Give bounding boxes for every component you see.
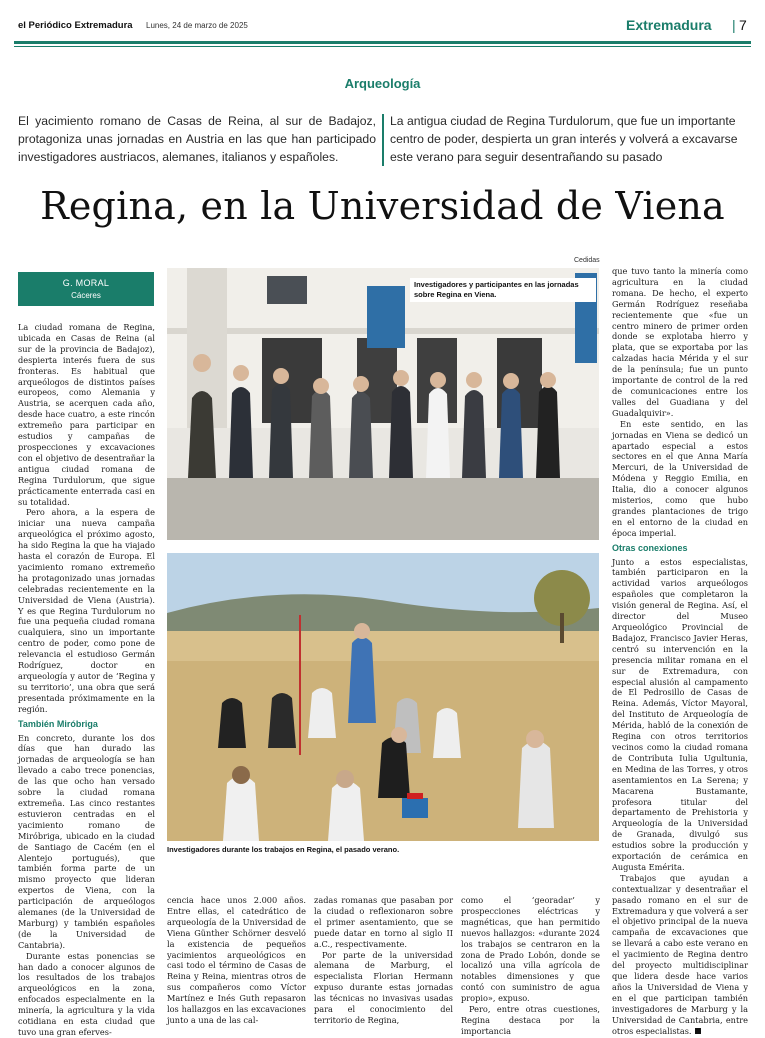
author-name: G. MORAL [62, 278, 110, 288]
paragraph: Pero, entre otras cuestiones, Regina destaca por la importancia [461, 1004, 600, 1036]
issue-date: Lunes, 24 de marzo de 2025 [146, 21, 248, 30]
photo-caption-2: Investigadores durante los trabajos en Regina, el pasado verano. [167, 845, 400, 854]
lead-left: El yacimiento romano de Casas de Reina, al sur de Badajoz, protagoniza unas jornadas en Austria en las que han participado investigadores austriacos, alemanes, italianos y españoles. [18, 114, 376, 164]
photo-caption-1: Investigadores y participantes en las jornadas sobre Regina en Viena. [410, 278, 596, 302]
article-column-2 [167, 895, 306, 1026]
page-number: 7 [739, 17, 747, 33]
section-tag: Arqueología [344, 76, 421, 91]
newspaper-name: el Periódico Extremadura [18, 20, 133, 31]
article-column-1 [18, 322, 155, 1038]
byline-box [18, 272, 154, 306]
paragraph: Por parte de la universidad alemana de Marburg, el especialista Florian Hermann expuso durante estas jornadas las técnicas no invasivas usadas para el conocimiento del territorio de Regina, [314, 949, 453, 1025]
article-column-5 [612, 266, 748, 1036]
section-name: Extremadura [626, 17, 712, 33]
lead-right: La antigua ciudad de Regina Turdulorum, que fue un importante centro de poder, despierta un gran interés y volverá a excavarse este verano para seguir desentrañando su pasado [390, 114, 738, 164]
paragraph: Pero ahora, a la espera de iniciar una nueva campaña arqueológica el próximo agosto, ha sido Regina la que ha viajado hasta el corazón de Europa. El yacimiento romano extremeño ha protagonizado unas jornadas celebradas recientemente en la Universidad de Viena (Austria). Y es que Regina Turdulorum no fue una pequeña ciudad romana cualquiera, sino un importante centro de poder, como pone de relevancia el estudioso Germán Rodríguez, doctor en arqueología y autor de ‘Regina y su territorio’, una obra que será presentada próximamente en la región. [18, 507, 155, 714]
paragraph: Durante estas ponencias se han dado a conocer algunos de los resultados de los trabajos arqueológicos en la zona, enfocados especialmente en la minería, la agricultura y la vida cotidiana en esta ciudad que tuvo una gran eferves- [18, 950, 155, 1037]
header-separator: | [732, 17, 736, 33]
author-city: Cáceres [71, 291, 101, 300]
paragraph: cencia hace unos 2.000 años. Entre ellas, el catedrático de arqueología de la Universidad de Viena Günther Schörner desveló la existencia de pequeños yacimientos arqueológicos en casi todo el término de Casas de Reina y Reina, mientras otros de sus compañeros como Víctor Martínez e Inés Guth repasaron los hallazgos en las excavaciones junto a una de las cal- [167, 895, 306, 1025]
lead-divider [382, 114, 384, 166]
paragraph: En concreto, durante los dos días que han durado las jornadas de arqueología se han llevado a cabo trece ponencias, de las que ocho han versado sobre la ciudad romana extremeña. Las cinco restantes estuvieron centradas en el yacimiento romano de Miróbriga, ubicado en la ciudad de Santiago de Cacém (en el Alentejo portugués), que también forma parte de un mismo proyecto que lideran expertos de Viena, con la participación de arqueólogos alemanes (de la Universidad de Marburg) y también españoles (de la Universidad de Cantabria). [18, 732, 155, 950]
paragraph [612, 873, 748, 1037]
subheading: También Miróbriga [18, 718, 98, 729]
photo-excavation [167, 553, 599, 841]
header-rule-thin [14, 46, 751, 47]
header-rule [14, 41, 751, 44]
photo-group-vienna [167, 268, 599, 540]
paragraph: Junto a estos especialistas, también participaron en la actividad varios arqueólogos españoles que completaron la visión general de Regina. Así, el director del Museo Arqueológico Provincial de Badajoz, Francisco Javier Heras, centró su intervención en la presencia militar romana en el sur de Extremadura, con especial alusión al campamento de El Pedrosillo de Casas de Reina. Además, Víctor Mayoral, del Instituto de Arqueología de Mérida, habló de la conexión de Regina con otros territorios vecinos como la ciudad romana de Contributa Iulia Ugultunia, en Medina de las Torres, y otros asentamientos en La Serena; y Macarena Bustamante, profesora titular del departamento de Prehistoria y Arqueología de la Universidad de Granada, divulgó sus estudios sobre la producción y exportación de cerámica en Augusta Emérita. [612, 556, 748, 872]
end-mark-icon [695, 1028, 701, 1034]
paragraph: En este sentido, en las jornadas en Viena se dedicó un apartado especial a estos sectores en el que Anna María Mercuri, de la Universidad de Módena y Reggio Emilia, en Italia, dio a conocer algunos misterios, como que hubo grandes plantaciones de trigo en el entorno de la ciudad en época imperial. [612, 418, 748, 538]
article-column-4 [461, 895, 600, 1037]
paragraph-text: Trabajos que ayudan a contextualizar y desentrañar el pasado romano en el sur de Extremadura y que volverá a ser el objetivo principal de la nueva campaña de excavaciones que se llevará a cabo este verano en el yacimiento de Regina dentro del proyecto multidisciplinar que lidera desde hace varios años la Universidad de Viena y en el que participan también investigadores de Marburg y la Universidad de Cantabria, entre otros especialistas. [612, 872, 748, 1036]
article-column-3 [314, 895, 453, 1026]
subheading: Otras conexiones [612, 542, 688, 553]
paragraph: zadas romanas que pasaban por la ciudad o reflexionaron sobre el primer asentamiento, que se puede datar en torno al siglo II a.C., respectivamente. [314, 895, 453, 949]
paragraph: como el ‘georadar’ y prospecciones eléctricas y magnéticas, que han permitido nuevos hallazgos: «durante 2024 los trabajos se centraron en la zona de Prado Lobón, donde se localizó una villa agrícola de notables dimensiones y que contó con suministro de agua propio», expuso. [461, 895, 600, 1004]
paragraph: La ciudad romana de Regina, ubicada en Casas de Reina (al sur de la provincia de Badajoz), despierta interés fuera de sus fronteras. Es habitual que arqueólogos de distintos países europeos, como Alemania y Austria, se acerquen cada año, desde hace cuatro, a este rincón extremeño para participar en estudios y campañas de prospecciones y excavaciones con el objetivo de desentrañar la antigua ciudad romana de Regina Turdulorum, que sigue prácticamente enterrada casi en su totalidad. [18, 322, 155, 507]
headline: Regina, en la Universidad de Viena [40, 184, 725, 228]
paragraph: que tuvo tanto la minería como agricultura en la ciudad romana. De hecho, el experto Germán Rodríguez reseñaba recientemente que «fue un centro minero de primer orden donde se explotaba hierro y plata, que se exportaba por las calzadas hacia Mérida y el sur de la península; fue un punto importante de control de la red de comunicaciones entre los valles del Guadiana y del Guadalquivir». [612, 266, 748, 418]
photo-credit: Cedidas [574, 257, 600, 264]
